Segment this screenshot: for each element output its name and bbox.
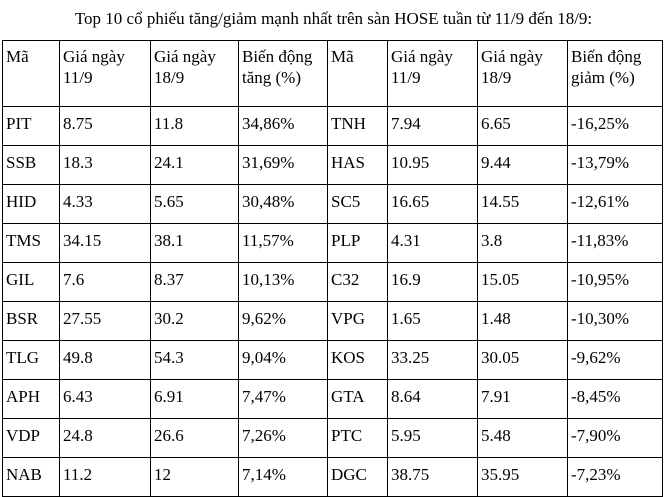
loser-price-18-9: 7.91 <box>478 380 568 419</box>
loss-percent: -10,30% <box>568 302 663 341</box>
gain-percent: 31,69% <box>239 146 328 185</box>
gain-percent: 10,13% <box>239 263 328 302</box>
gainer-code: TLG <box>3 341 60 380</box>
gainer-price-18-9: 54.3 <box>151 341 239 380</box>
loser-price-11-9: 38.75 <box>388 458 478 497</box>
table-row <box>3 302 663 341</box>
gainer-price-11-9: 6.43 <box>60 380 151 419</box>
loss-percent: -7,90% <box>568 419 663 458</box>
stock-movers-table <box>2 40 663 497</box>
gainer-code: GIL <box>3 263 60 302</box>
loser-price-11-9: 4.31 <box>388 224 478 263</box>
loss-percent: -8,45% <box>568 380 663 419</box>
losers-code-header <box>328 41 388 107</box>
document-title: Top 10 cổ phiếu tăng/giảm mạnh nhất trên sàn HOSE tuần từ 11/9 đến 18/9: <box>74 9 593 28</box>
gainers-price-18-9-header <box>151 41 239 107</box>
loser-code: PLP <box>328 224 388 263</box>
table-row <box>3 341 663 380</box>
loser-price-11-9: 10.95 <box>388 146 478 185</box>
table-header-row <box>3 41 663 107</box>
loser-price-11-9: 33.25 <box>388 341 478 380</box>
gainers-price-11-9-header-line: 11/9 <box>63 68 93 87</box>
loser-code: DGC <box>328 458 388 497</box>
gainer-price-11-9: 49.8 <box>60 341 151 380</box>
gainer-price-18-9: 26.6 <box>151 419 239 458</box>
gain-percent-header-line: Biến động <box>242 47 313 66</box>
gain-percent: 9,04% <box>239 341 328 380</box>
loser-price-11-9: 8.64 <box>388 380 478 419</box>
loss-percent: -12,61% <box>568 185 663 224</box>
loser-price-18-9: 15.05 <box>478 263 568 302</box>
loss-percent-header-line: Biến động <box>571 47 642 66</box>
loss-percent: -11,83% <box>568 224 663 263</box>
loser-price-18-9: 35.95 <box>478 458 568 497</box>
gainer-price-11-9: 18.3 <box>60 146 151 185</box>
loser-price-18-9: 1.48 <box>478 302 568 341</box>
gain-percent: 11,57% <box>239 224 328 263</box>
loser-price-18-9: 5.48 <box>478 419 568 458</box>
gainer-price-18-9: 24.1 <box>151 146 239 185</box>
table-row <box>3 224 663 263</box>
gain-percent: 7,47% <box>239 380 328 419</box>
gain-percent-header-line: tăng (%) <box>242 68 302 87</box>
gainer-code: BSR <box>3 302 60 341</box>
loser-code: SC5 <box>328 185 388 224</box>
gainer-price-18-9: 6.91 <box>151 380 239 419</box>
loser-price-11-9: 16.9 <box>388 263 478 302</box>
gainer-price-11-9: 4.33 <box>60 185 151 224</box>
gainer-code: TMS <box>3 224 60 263</box>
loser-code: PTC <box>328 419 388 458</box>
gain-percent-header <box>239 41 328 107</box>
loser-price-11-9: 1.65 <box>388 302 478 341</box>
loss-percent: -13,79% <box>568 146 663 185</box>
loss-percent: -10,95% <box>568 263 663 302</box>
table-row <box>3 419 663 458</box>
gainer-price-11-9: 11.2 <box>60 458 151 497</box>
loss-percent-header <box>568 41 663 107</box>
loser-price-11-9: 16.65 <box>388 185 478 224</box>
table-row <box>3 380 663 419</box>
gain-percent: 30,48% <box>239 185 328 224</box>
table-row <box>3 263 663 302</box>
losers-code-header-line: Mã <box>331 47 354 66</box>
loser-price-18-9: 14.55 <box>478 185 568 224</box>
loss-percent: -16,25% <box>568 107 663 146</box>
loser-price-18-9: 30.05 <box>478 341 568 380</box>
gainer-price-18-9: 12 <box>151 458 239 497</box>
loser-code: VPG <box>328 302 388 341</box>
loser-code: GTA <box>328 380 388 419</box>
loss-percent-header-line: giảm (%) <box>571 68 635 87</box>
gainer-price-18-9: 8.37 <box>151 263 239 302</box>
gain-percent: 34,86% <box>239 107 328 146</box>
loser-code: TNH <box>328 107 388 146</box>
gainers-price-18-9-header-line: 18/9 <box>154 68 185 87</box>
losers-price-18-9-header-line: Giá ngày <box>481 47 543 66</box>
gainer-price-18-9: 11.8 <box>151 107 239 146</box>
gain-percent: 9,62% <box>239 302 328 341</box>
gainer-price-11-9: 34.15 <box>60 224 151 263</box>
losers-price-18-9-header-line: 18/9 <box>481 68 512 87</box>
losers-price-11-9-header-line: Giá ngày <box>391 47 453 66</box>
gainer-code: VDP <box>3 419 60 458</box>
gainers-code-header <box>3 41 60 107</box>
table-row <box>3 146 663 185</box>
loser-price-18-9: 9.44 <box>478 146 568 185</box>
gainer-code: SSB <box>3 146 60 185</box>
gainer-price-18-9: 5.65 <box>151 185 239 224</box>
loser-price-11-9: 7.94 <box>388 107 478 146</box>
gainer-price-18-9: 38.1 <box>151 224 239 263</box>
table-row <box>3 107 663 146</box>
loser-price-18-9: 6.65 <box>478 107 568 146</box>
loser-price-18-9: 3.8 <box>478 224 568 263</box>
gainer-code: APH <box>3 380 60 419</box>
loser-code: KOS <box>328 341 388 380</box>
gainers-price-11-9-header-line: Giá ngày <box>63 47 125 66</box>
gain-percent: 7,14% <box>239 458 328 497</box>
loser-code: HAS <box>328 146 388 185</box>
gainer-code: NAB <box>3 458 60 497</box>
gainer-price-11-9: 24.8 <box>60 419 151 458</box>
gainer-price-18-9: 30.2 <box>151 302 239 341</box>
losers-price-18-9-header <box>478 41 568 107</box>
gain-percent: 7,26% <box>239 419 328 458</box>
gainer-price-11-9: 7.6 <box>60 263 151 302</box>
gainers-price-18-9-header-line: Giá ngày <box>154 47 216 66</box>
table-row <box>3 458 663 497</box>
loser-code: C32 <box>328 263 388 302</box>
gainers-code-header-line: Mã <box>6 47 29 66</box>
gainer-code: PIT <box>3 107 60 146</box>
loser-price-11-9: 5.95 <box>388 419 478 458</box>
losers-price-11-9-header-line: 11/9 <box>391 68 421 87</box>
losers-price-11-9-header <box>388 41 478 107</box>
gainer-price-11-9: 27.55 <box>60 302 151 341</box>
gainers-price-11-9-header <box>60 41 151 107</box>
table-row <box>3 185 663 224</box>
loss-percent: -7,23% <box>568 458 663 497</box>
gainer-code: HID <box>3 185 60 224</box>
gainer-price-11-9: 8.75 <box>60 107 151 146</box>
loss-percent: -9,62% <box>568 341 663 380</box>
